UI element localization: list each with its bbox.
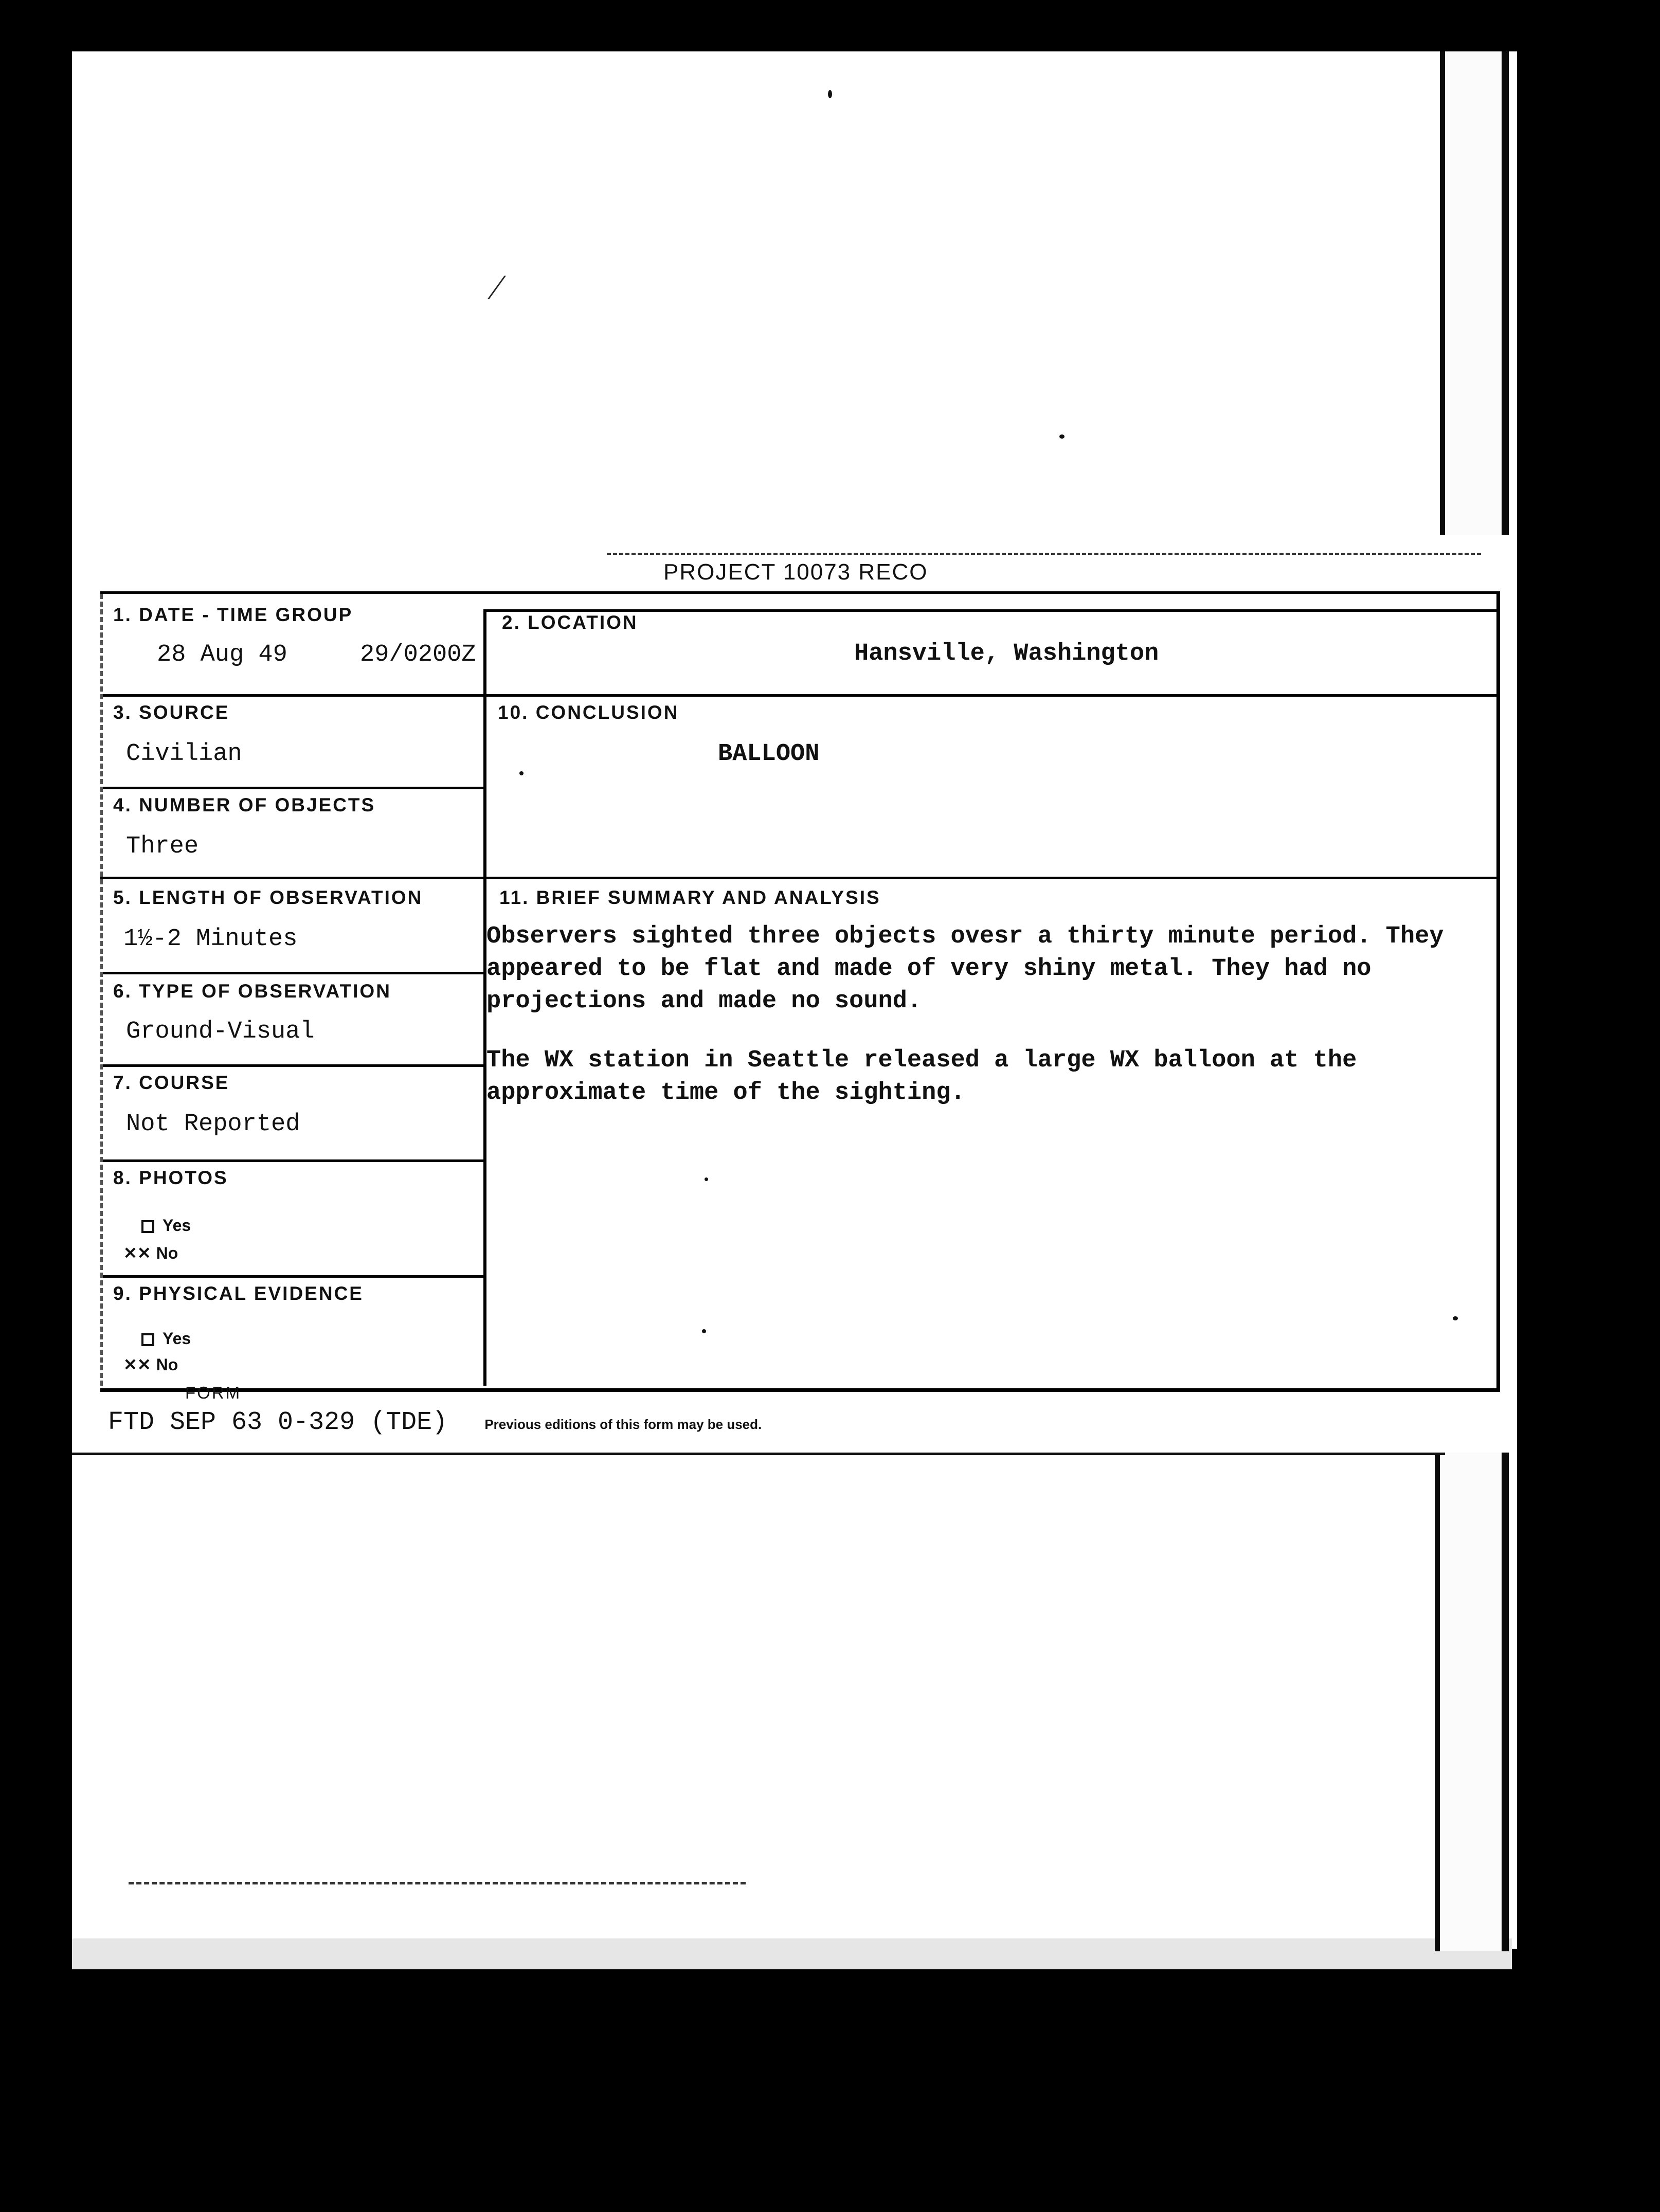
- photos-yes-option[interactable]: [141, 1216, 191, 1235]
- checkmark-x-icon: ✕✕: [123, 1355, 151, 1374]
- conclusion-cell: [483, 697, 1496, 877]
- film-edge-top: [1440, 51, 1509, 535]
- source-value: Civilian: [126, 740, 242, 768]
- speck: [828, 90, 832, 98]
- date-time-cell: [100, 594, 483, 689]
- photos-label: 8. PHOTOS: [113, 1167, 228, 1188]
- location-value: Hansville, Washington: [854, 640, 1159, 667]
- film-edge-bottom: [1435, 1453, 1509, 1951]
- summary-text: [486, 920, 1494, 1136]
- photos-yes-label: Yes: [163, 1216, 191, 1235]
- physical-evidence-cell: [100, 1278, 483, 1386]
- checkmark-x-icon: ✕✕: [123, 1244, 151, 1262]
- location-cell: [483, 609, 1496, 694]
- source-label: 3. SOURCE: [113, 702, 230, 723]
- checkbox-empty-icon: [141, 1220, 154, 1233]
- physical-evidence-label: 9. PHYSICAL EVIDENCE: [113, 1283, 364, 1304]
- footer-rule: [72, 1453, 1445, 1455]
- header-rule: [607, 553, 1481, 555]
- number-of-objects-cell: [100, 789, 483, 877]
- source-cell: [100, 697, 483, 787]
- speck: [1059, 434, 1064, 439]
- evidence-no-label: No: [156, 1355, 178, 1374]
- date-value: 28 Aug 49: [157, 641, 287, 668]
- location-label: 2. LOCATION: [502, 612, 638, 633]
- number-of-objects-label: 4. NUMBER OF OBJECTS: [113, 794, 376, 815]
- evidence-yes-label: Yes: [163, 1329, 191, 1348]
- form-title: PROJECT 10073 RECO: [663, 559, 928, 585]
- time-value: 29/0200Z: [360, 641, 476, 668]
- checkbox-empty-icon: [141, 1333, 154, 1346]
- record-form: [100, 591, 1500, 1392]
- conclusion-value: BALLOON: [718, 740, 820, 768]
- summary-cell: [483, 879, 1496, 1386]
- number-of-objects-value: Three: [126, 833, 199, 860]
- summary-label: 11. BRIEF SUMMARY AND ANALYSIS: [499, 887, 881, 908]
- type-of-observation-cell: [100, 974, 483, 1064]
- sheet-shadow: [72, 1938, 1512, 1969]
- summary-paragraph: The WX station in Seattle released a large WX balloon at the approximate time of the sighting.: [486, 1047, 1357, 1107]
- left-border: [100, 594, 103, 1386]
- summary-paragraph: Observers sighted three objects ovesr a thirty minute period. They appeared to be flat and made of very shiny metal. They had no projections and made no sound.: [486, 923, 1444, 1015]
- length-label: 5. LENGTH OF OBSERVATION: [113, 887, 423, 908]
- photos-cell: [100, 1162, 483, 1275]
- length-of-observation-cell: [100, 879, 483, 972]
- form-word: FORM: [185, 1383, 242, 1402]
- stray-mark: ⁄: [494, 268, 500, 307]
- form-note: Previous editions of this form may be used.: [484, 1417, 762, 1432]
- evidence-no-option[interactable]: [123, 1355, 178, 1374]
- type-label: 6. TYPE OF OBSERVATION: [113, 981, 391, 1002]
- date-time-label: 1. DATE - TIME GROUP: [113, 604, 353, 625]
- length-value: 1½-2 Minutes: [123, 926, 298, 953]
- conclusion-label: 10. CONCLUSION: [498, 702, 679, 723]
- type-value: Ground-Visual: [126, 1018, 315, 1045]
- evidence-yes-option[interactable]: [141, 1329, 191, 1348]
- photos-no-label: No: [156, 1244, 178, 1262]
- form-footer: [108, 1383, 762, 1437]
- course-label: 7. COURSE: [113, 1072, 230, 1093]
- form-code: FTD SEP 63 0-329 (TDE): [108, 1408, 448, 1437]
- course-cell: [100, 1067, 483, 1159]
- course-value: Not Reported: [126, 1111, 300, 1138]
- bottom-mark: [129, 1882, 746, 1884]
- photos-no-option[interactable]: [123, 1243, 178, 1263]
